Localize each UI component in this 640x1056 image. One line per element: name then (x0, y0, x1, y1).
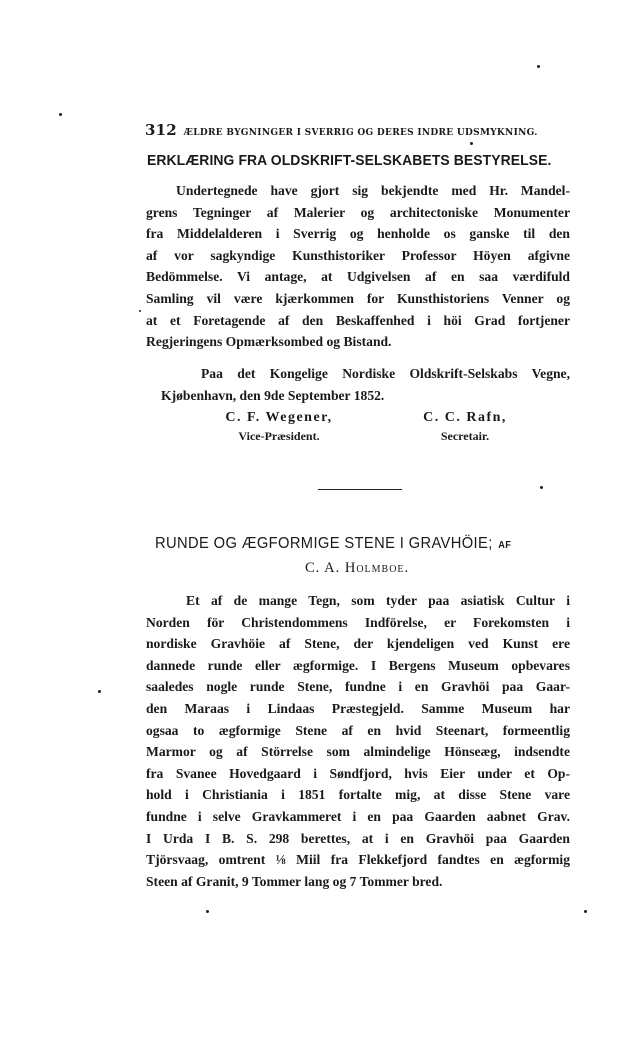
author-initials: C. A. (305, 560, 341, 576)
signatory-role: Secretair. (440, 429, 490, 443)
declaration-title: ERKLÆRING FRA OLDSKRIFT-SELSKABETS BESTYRELSE. (147, 153, 552, 169)
text-line: hold i Christiania i 1851 fortalte mig, at disse Stene vare (146, 787, 570, 803)
article-title-suffix: AF (498, 540, 512, 551)
page-number: 312 (145, 121, 177, 139)
text-line: Undertegnede have gjort sig bekjendte med Hr. Mandel- (176, 183, 570, 198)
text-line: grens Tegninger af Malerier og architectoniske Monumenter (146, 204, 570, 220)
text-line: Samling vil være kjærkommen for Kunsthistoriens Venner og (146, 290, 570, 306)
signatory-name: C. F. Wegener, (225, 410, 333, 425)
place-date (146, 363, 570, 406)
article-title-text: RUNDE OG ÆGFORMIGE STENE I GRAVHÖIE; (155, 535, 493, 552)
section-divider (318, 489, 402, 490)
text-line: Paa det Kongelige Nordiske Oldskrift-Selskabs Vegne, (201, 366, 570, 381)
text-line: fra Svanee Hovedgaard i Søndfjord, hvis Eier under et Op- (146, 765, 570, 781)
text-line: Et af de mange Tegn, som tyder paa asiatisk Cultur i (186, 593, 570, 608)
article-title (155, 535, 541, 553)
text-line: Marmor og af Störrelse som almindelige Hönseæg, indsendte (146, 744, 570, 760)
text-line: Tjörsvaag, omtrent ⅛ Miil fra Flekkefjord fandtes en ægformig (146, 852, 570, 868)
text-line: at et Foretagende af den Beskaffenhed i höi Grad fortjener (146, 312, 570, 328)
scan-speck (59, 113, 62, 116)
signature-vice-president (214, 410, 344, 444)
article-author (305, 560, 505, 577)
text-line: ogsaa to ægformige Stene af en hvid Steenart, formeentlig (146, 722, 570, 738)
text-line: fundne i selve Gravkammeret i en paa Gaarden aabnet Grav. (146, 808, 570, 824)
text-line: saaledes nogle runde Stene, fundne i en Gravhöi paa Gaar- (146, 679, 570, 695)
text-line: dannede runde eller ægformige. I Bergens Museum opbevares (146, 657, 570, 673)
scan-speck (139, 310, 141, 312)
signatory-role: Vice-Præsident. (238, 429, 320, 443)
text-line: nordiske Gravhöie af Stene, der kjendeligen ved Kunst ere (146, 636, 570, 652)
declaration-paragraph (146, 180, 570, 353)
scan-speck (584, 910, 587, 913)
signatory-name: C. C. Rafn, (423, 410, 507, 425)
text-line: Norden för Christendommens Indförelse, er Forekomsten i (146, 614, 570, 630)
text-line: I Urda I B. S. 298 berettes, at i en Gravhöi paa Gaarden (146, 830, 570, 846)
text-line: Regjeringens Opmærksombed og Bistand. (146, 334, 392, 350)
scan-speck (470, 142, 473, 145)
text-line: Kjøbenhavn, den 9de September 1852. (161, 387, 385, 403)
scan-speck (98, 690, 101, 693)
author-surname: Holmboe. (344, 560, 410, 576)
running-head (145, 121, 557, 139)
text-line: den Maraas i Lindaas Præstegjeld. Samme Museum har (146, 700, 570, 716)
text-line: af vor sagkyndige Kunsthistoriker Professor Höyen afgivne (146, 247, 570, 263)
signature-secretary (410, 410, 520, 444)
scan-speck (206, 910, 209, 913)
text-line: Steen af Granit, 9 Tommer lang og 7 Tommer bred. (146, 873, 443, 889)
scan-speck (537, 65, 540, 68)
text-line: Bedömmelse. Vi antage, at Udgivelsen af en saa værdifuld (146, 269, 570, 285)
scan-speck (540, 486, 543, 489)
text-line: fra Middelalderen i Sverrig og henholde os ganske til den (146, 226, 570, 242)
article-body (146, 590, 570, 892)
running-title: ÆLDRE BYGNINGER I SVERRIG OG DERES INDRE UDSMYKNING. (183, 128, 538, 138)
